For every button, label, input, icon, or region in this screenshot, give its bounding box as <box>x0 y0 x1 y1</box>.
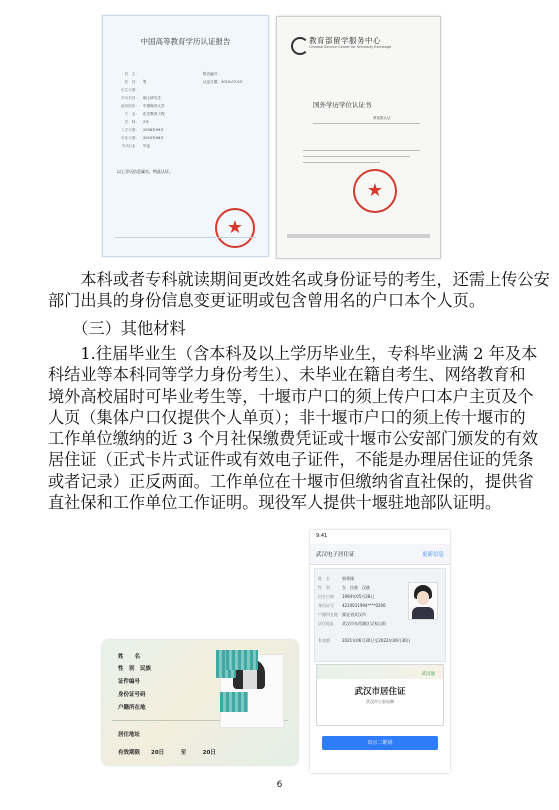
cert2-org-en: Chinese Service Center for Scholarly Exchange <box>309 45 392 49</box>
card-title: 武汉市居住证 <box>354 687 406 697</box>
paragraph-other-materials <box>48 343 539 513</box>
e-residence-permit-phone-screenshot <box>310 530 450 773</box>
text-line: 工作单位缴纳的近 3 个月社保缴费凭证或十堰市公安部门颁发的有效 <box>48 429 539 449</box>
card-field: 居住地址 <box>118 732 141 738</box>
redaction-mosaic <box>220 692 248 712</box>
cert1-title: 中国高等教育学历认证报告 <box>140 37 231 46</box>
cert1-report-number: 报告编号： <box>203 72 221 76</box>
cert1-field: 毕(结)业： 毕业 <box>121 144 151 148</box>
wuhantong-logo: 武汉通 <box>421 672 435 677</box>
info-row: 有效期 2021年06月30日至2022年06月30日 <box>318 638 411 643</box>
cert1-field: 专 业： 化学教育工程 <box>124 112 165 116</box>
avatar-body <box>412 607 434 619</box>
cert2-bottom-bar <box>287 234 430 238</box>
section-heading: （三）其他材料 <box>48 319 186 338</box>
chsi-certification-report-image <box>102 15 269 257</box>
avatar <box>408 582 438 620</box>
cert1-field: 学 制： 2年 <box>124 120 149 124</box>
info-row: 身份证号 4210011994****0206 <box>318 603 386 608</box>
residence-card-preview <box>316 664 444 726</box>
cert1-note: 以上学历信息属实，特此认证。 <box>117 169 173 174</box>
info-row: 性 别 女 民族 汉族 <box>318 585 370 590</box>
cert2-title: 国外学历学位认证书 <box>313 101 372 109</box>
divider <box>313 123 420 124</box>
text-line: 或者记录）正反两面。工作单位在十堰市但缴纳省直社保的，提供省 <box>48 471 534 491</box>
text-line: 本科或者专科就读期间更改姓名或身份证号的考生，还需上传公安 <box>48 270 550 289</box>
card-subtitle: 武汉市公安局制 <box>366 699 394 704</box>
text-line: 直社保和工作单位工作证明。现役军人提供十堰驻地部队证明。 <box>48 493 502 513</box>
cert1-field: 出生日期： <box>121 88 139 92</box>
red-seal-icon: ★ <box>353 169 397 213</box>
cert1-field: 毕业日期： 2010年06月 <box>121 136 164 140</box>
cert2-org: 教育部留学服务中心 <box>309 36 381 45</box>
show-qr-button[interactable]: 出示二维码 <box>322 736 438 750</box>
text-line: 部门出具的身份信息变更证明或包含曾用名的户口本个人页。 <box>48 291 486 311</box>
info-row: 出生日期 1994年05月28日 <box>318 594 375 599</box>
card-field: 身份证号码 <box>118 692 146 698</box>
text-line: 1.往届毕业生（含本科及以上学历毕业生，专科毕业满 2 年及本 <box>48 344 538 363</box>
text-line: 人页（集体户口仅提供个人单页）；非十堰市户口的须上传十堰市的 <box>48 407 526 427</box>
text-line: 居住证（正式卡片式证件或有效电子证件，不能是办理居住证的凭条 <box>48 450 534 470</box>
page-number: 6 <box>276 780 283 790</box>
card-field: 姓 名 <box>118 654 141 660</box>
cert1-field: 姓 名： <box>124 72 139 76</box>
nav-action[interactable]: 更新信息 <box>421 552 444 558</box>
cert1-field: 入学日期： 2008年09月 <box>121 128 164 132</box>
text-line: 科结业等本科同等学力身份考生）、未毕业在籍自考生、网络教育和 <box>48 365 526 385</box>
divider <box>303 162 380 163</box>
card-field: 证件编号 <box>118 679 141 685</box>
text-line: 境外高校届时可毕业考生等，十堰市户口的须上传户口本户主页及个 <box>48 386 534 406</box>
cert1-field: 学历类别： 硕士研究生 <box>121 96 161 100</box>
photo-face <box>243 669 257 689</box>
info-row: 居住地址 武汉市东西湖区吴家山街 <box>318 621 386 626</box>
residence-card-image <box>102 640 298 765</box>
avatar-face <box>417 591 429 605</box>
divider <box>303 156 410 157</box>
status-bar: 9:41 <box>310 530 450 544</box>
card-field: 性 别 民族 <box>118 666 152 672</box>
paragraph-name-change <box>48 269 550 312</box>
card-field: 户籍所在地 <box>118 705 146 711</box>
redaction-mosaic <box>226 650 258 670</box>
cert1-field: 就读院校： 中国海洋大学 <box>121 104 165 108</box>
divider <box>303 150 420 151</box>
red-seal-icon: ★ <box>215 208 255 248</box>
cscse-logo-icon <box>291 37 309 55</box>
cert1-date: 认证日期：2019-07-03 <box>203 80 242 84</box>
cscse-degree-certificate-image <box>276 16 441 259</box>
cert1-footer <box>115 237 256 246</box>
cert2-code: 教留服认证 <box>373 116 391 120</box>
info-row: 户籍所在地 湖北省武汉市 <box>318 612 366 617</box>
nav-bar <box>310 544 450 565</box>
card-field: 有效期限 20日 至 20日 <box>118 750 216 756</box>
info-row: 姓 名 郭勇刚 <box>318 576 354 581</box>
nav-title: 武汉电子居住证 <box>316 552 355 558</box>
cert1-field: 性 别： 男 <box>124 80 147 84</box>
